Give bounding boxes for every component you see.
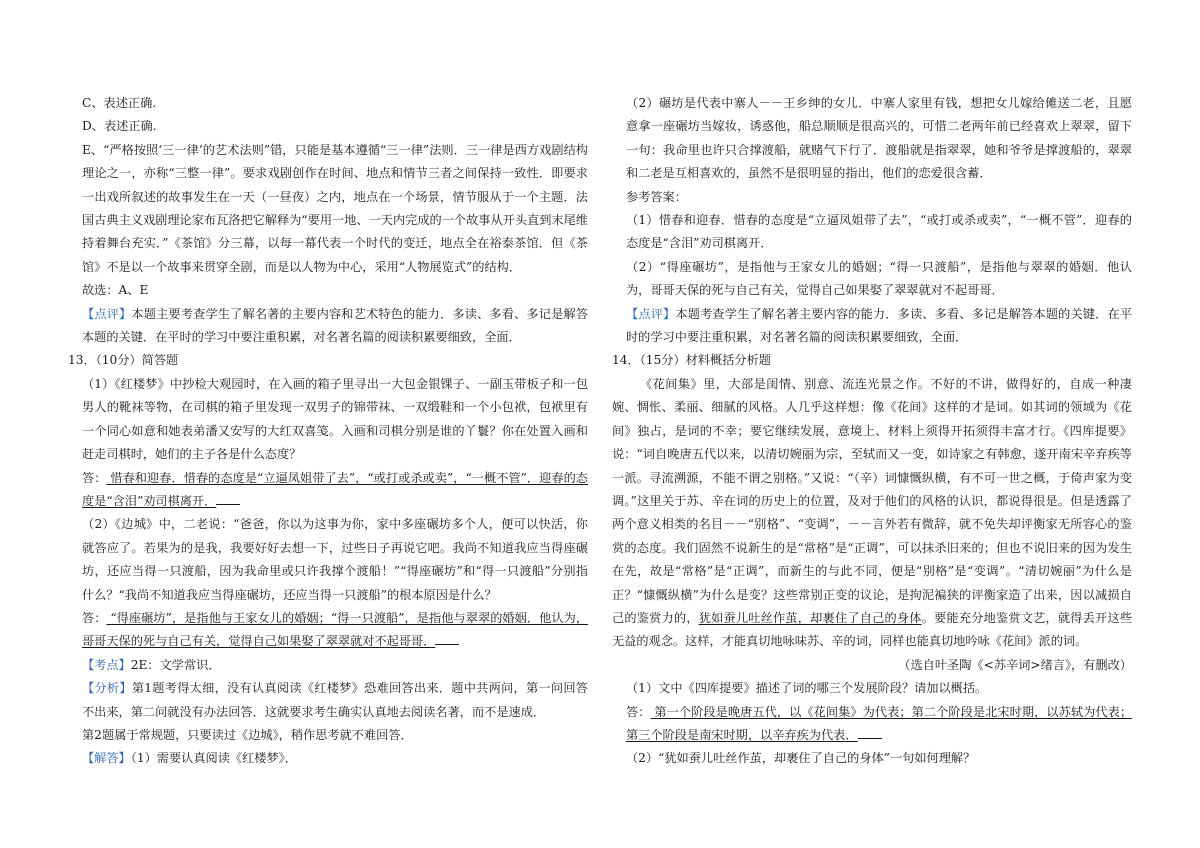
analysis-text: 第1题考得太细，没有认真阅读《红楼梦》恐难回答出来．题中共两问，第一问回答不出来，第二问就没有办法回答．这就要求考生确实认真地去阅读名著，而不是速成． <box>82 681 588 719</box>
passage-source: （选自叶圣陶《<苏辛词>绪言》，有删改） <box>898 657 1132 672</box>
solution-part-2: （2）碾坊是代表中寨人－－王乡绅的女儿．中寨人家里有钱，想把女儿嫁给傩送二老，且愿意拿一座碾坊当嫁妆，诱惑他，船总顺顺是很高兴的，可惜二老两年前已经喜欢上翠翠，留下一句：我命里也许只合撑渡船，就赌气下行了．渡船就是指翠翠，她和爷爷是撑渡船的，翠翠和二老是互相喜欢的，虽然不是很明显的指出，他们的恋爱很含蓄． <box>626 96 1132 181</box>
analysis-paragraph <box>68 677 588 724</box>
comment-tag: 【点评】 <box>82 306 132 321</box>
reference-answer-1: （1）惜春和迎春．惜春的态度是“立逼凤姐带了去”，“或打或杀或卖”，“一概不管”．迎春的态度是“含泪”劝司棋离开． <box>626 213 1132 251</box>
question-13-answer-1 <box>68 467 588 514</box>
comment-text: 本题主要考查学生了解名著的主要内容和艺术特色的能力．多读、多看、多记是解答本题的关键．在平时的学习中要注重积累，对名著名篇的阅读积累要细致，全面． <box>82 306 589 345</box>
answer-text: 惜春和迎春．惜春的态度是“立逼凤姐带了去”，“或打或杀或卖”，“一概不管”．迎春的态度是“含泪”劝司棋离开． <box>82 470 588 508</box>
passage-text: 《花间集》里，大部是闺情、别意、流连光景之作。不好的不讲，做得好的，自成一种凄婉、惆怅、柔丽、细腻的风格。人几乎这样想：像《花间》这样的才是词。如其词的领域为《花间》独占，是词的不幸；要它继续发展，意境上、材料上须得开拓须得丰富才行。《四库提要》说：“词自晚唐五代以来，以清切婉丽为宗，至轼而又一变，如诗家之有韩愈，遂开南宋辛弃疾等一派。寻流溯源，不能不谓之别格。”又说：“（辛）词慷慨纵横，有不可一世之概，于倚声家为变调。”这里关于苏、辛在词的历史上的位置，及对于他们的风格的认识，都说得很是。但是透露了两个意义相类的名目－－“别格”、“变调”，－－言外若有微辞，就不免失却评衡家无所容心的鉴赏的态度。我们固然不说新生的是“常格”是“正调”，可以抹杀旧来的；但也不说旧来的因为发生在先，故是“常格”是“正调”，而新生的与此不同，便是“别格”是“变调”。“清切婉丽”为什么是正？“慷慨纵横”为什么是变？这些常别正变的议论，是拘泥褊狭的评衡家造了出来，因以减损自己的鉴赏力的， <box>612 376 1132 625</box>
answer-label: 答： <box>82 470 107 485</box>
answer-choice: 故选：A、E <box>82 283 149 298</box>
comment-paragraph <box>612 303 1132 350</box>
passage-text-end: 。要能充分地鉴赏文艺，就得丢开这些无益的观念。这样，才能真切地咏味苏、辛的词，同样也能真切地吟咏《花间》派的词。 <box>612 610 1133 649</box>
reference-answer-2: （2）“得座碾坊”，是指他与王家女儿的婚姻；“得一只渡船”，是指他与翠翠的婚姻．他认为，哥哥天保的死与自己有关，觉得自己如果娶了翠翠就对不起哥哥． <box>626 259 1132 298</box>
answer-label: 答： <box>82 610 107 625</box>
question-13-title: 13．（10分）简答题 <box>68 353 179 368</box>
test-point-paragraph <box>68 654 588 677</box>
reference-answer-heading: 参考答案： <box>626 189 687 204</box>
solution-tag: 【解答】 <box>82 751 131 766</box>
question-13-part-1: （1）《红楼梦》中抄检大观园时，在入画的箱子里寻出一大包金银锞子、一副玉带板子和一包男人的靴袜等物，在司棋的箱子里发现一双男子的锦带袜、一双缎鞋和一个小包袱，包袱里有一个同心如意和她表弟潘又安写的大红双喜笺。入画和司棋分别是谁的丫鬟？你在处置入画和赶走司棋时，她们的主子各是什么态度？ <box>82 376 588 462</box>
comment-paragraph <box>68 303 588 350</box>
answer-text: “得座碾坊”，是指他与王家女儿的婚姻；“得一只渡船”，是指他与翠翠的婚姻．他认为，哥哥天保的死与自己有关，觉得自己如果娶了翠翠就对不起哥哥． <box>82 610 589 649</box>
question-13-part-2: （2）《边城》中，二老说：“爸爸，你以为这事为你，家中多座碾坊多个人，便可以快活，你就答应了。若果为的是我，我要好好去想一下，过些日子再说它吧。我尚不知道我应当得座碾坊，还应当得一只渡船，因为我命里或只许我撑个渡船！”“得座碾坊”和“得一只渡船”分别指什么？“我尚不知道我应当得座碾坊，还应当得一只渡船”的根本原因是什么？ <box>82 517 588 602</box>
comment-text: 本题考查学生了解名著主要内容的能力．多读、多看、多记是解答本题的关键．在平时的学习中要注重积累，对名著名篇的阅读积累要细致，全面． <box>626 306 1133 345</box>
test-point-text: 2E：文学常识． <box>130 657 221 672</box>
question-14-part-1: （1）文中《四库提要》描述了词的哪三个发展阶段？请加以概括。 <box>626 681 988 696</box>
question-14-part-2: （2）“犹如蚕儿吐丝作茧，却裹住了自己的身体”一句如何理解？ <box>626 751 976 766</box>
passage-underlined-sentence: 犹如蚕儿吐丝作茧，却裹住了自己的身体 <box>698 610 922 625</box>
answer-blank <box>858 726 882 739</box>
answer-label: 答： <box>626 704 651 719</box>
comment-tag: 【点评】 <box>626 306 676 321</box>
analysis-tag: 【分析】 <box>82 681 132 696</box>
question-14-title: 14．（15分）材料概括分析题 <box>612 353 771 368</box>
answer-blank <box>435 632 459 645</box>
option-c-text: C、表述正确. <box>82 96 157 110</box>
question-13-answer-2 <box>68 607 588 654</box>
option-e-explanation: E、“严格按照‘三一律’的艺术法则”错，只能是基本遵循“三一律”法则．三一律是西方戏剧结构理论之一，亦称“三整一律”。要求戏剧创作在时间、地点和情节三者之间保持一致性．即要求一出戏所叙述的故事发生在一天（一昼夜）之内，地点在一个场景，情节服从于一个主题．法国古典主义戏剧理论家布瓦洛把它解释为“要用一地、一天内完成的一个故事从开头直到末尾维持着舞台充实．”《茶馆》分三幕，以每一幕代表一个时代的变迁，地点全在裕泰茶馆．但《茶馆》不是以一个故事来贯穿全剧，而是以人物为中心，采用“人物展览式”的结构． <box>82 142 588 274</box>
option-d-text: D、表述正确. <box>82 119 157 134</box>
answer-text: 第一个阶段是晚唐五代，以《花间集》为代表；第二个阶段是北宋时期，以苏轼为代表；第三个阶段是南宋时期，以辛弃疾为代表． <box>626 704 1133 742</box>
solution-paragraph <box>68 747 588 770</box>
test-point-tag: 【考点】 <box>82 657 131 672</box>
right-column <box>612 92 1132 771</box>
question-14-passage <box>612 373 1132 654</box>
question-14-answer-1 <box>612 701 1132 748</box>
left-column <box>68 92 588 771</box>
analysis-paragraph-2: 第2题属于常规题，只要读过《边城》，稍作思考就不难回答． <box>82 727 413 742</box>
solution-text: （1）需要认真阅读《红楼梦》． <box>130 751 297 766</box>
answer-blank <box>216 492 240 505</box>
